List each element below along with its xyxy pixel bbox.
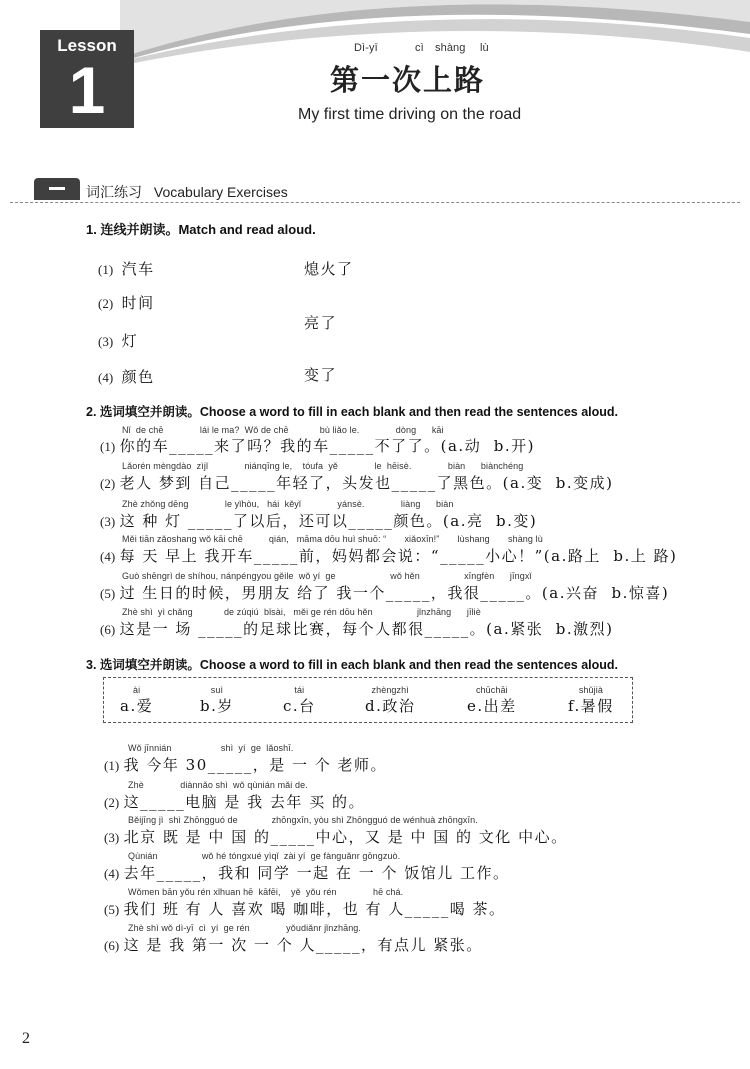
item-number: (5) — [104, 902, 120, 917]
sentence-pinyin: Wǒmen bān yǒu rén xǐhuan hē kāfēi, yě yǒu rén hē chá. — [128, 887, 404, 897]
title-pinyin-2: cì — [415, 42, 424, 54]
sentence-pinyin: Běijīng jì shì Zhōngguó de zhōngxīn, yòu shì Zhōngguó de wénhuà zhōngxīn. — [128, 815, 478, 825]
sentence — [104, 826, 568, 847]
lesson-badge — [40, 30, 134, 128]
item-text: 颜色 — [121, 368, 155, 386]
lesson-label: Lesson — [57, 36, 117, 55]
item-text: 灯 — [121, 332, 139, 350]
sentence-pinyin: Guò shēngrì de shíhou, nánpéngyou gěile wǒ yí ge wǒ hěn xīngfèn jīngxǐ — [122, 571, 532, 581]
sentence — [104, 754, 387, 775]
sentence — [100, 618, 614, 639]
word-choice — [365, 685, 415, 716]
choice-label: a.爱 — [120, 697, 154, 715]
item-number: (5) — [100, 586, 116, 601]
sentence-text: 这 是 我 第一 次 一 个 人_____，有点儿 紧张。 — [123, 936, 483, 954]
title-pinyin-4: lù — [480, 42, 489, 54]
section-badge — [34, 178, 80, 200]
sentence-pinyin: Měi tiān zǎoshang wǒ kāi chē qián, māma dōu huì shuō: “ xiǎoxīn!” lùshang shàng lù — [122, 534, 543, 544]
match-right-item: 亮了 — [304, 314, 338, 332]
sentence-text: 老人 梦到 自己_____年轻了，头发也_____了黑色。(a.变 b.变成) — [119, 474, 614, 492]
section-title — [86, 182, 288, 202]
section-title-chinese: 词汇练习 — [86, 185, 142, 201]
item-text: 时间 — [121, 294, 155, 312]
item-number: (1) — [104, 758, 120, 773]
sentence-text: 这 种 灯 _____了以后，还可以_____颜色。(a.亮 b.变) — [119, 512, 538, 530]
word-choice — [283, 685, 316, 716]
match-left-item — [98, 258, 155, 279]
sentence-pinyin: Lǎorén mèngdào zìjǐ niánqīng le, tóufa yě le hēisè. biàn biànchéng — [122, 461, 524, 471]
sentence-pinyin: Zhè zhǒng dēng le yǐhòu, hái kěyǐ yánsè. liàng biàn — [122, 499, 454, 509]
word-choice — [120, 685, 153, 716]
exercise-3-heading: 3. 选词填空并朗读。Choose a word to fill in each blank and then read the sentences aloud. — [86, 658, 619, 672]
page-number: 2 — [22, 1030, 30, 1047]
word-choice — [568, 685, 614, 716]
sentence-text: 我 今年 30_____，是 一 个 老师。 — [123, 756, 388, 774]
sentence-pinyin: Qùnián wǒ hé tóngxué yìqǐ zài yí ge fànguǎnr gōngzuò. — [128, 851, 401, 861]
item-number: (3) — [104, 830, 120, 845]
item-text: 汽车 — [121, 260, 155, 278]
title-pinyin-3: shàng — [435, 42, 466, 54]
section-divider — [10, 202, 740, 203]
item-number: (4) — [100, 549, 116, 564]
item-number: (6) — [100, 622, 116, 637]
choice-label: e.出差 — [467, 697, 517, 715]
exercise-1-heading: 1. 连线并朗读。Match and read aloud. — [86, 222, 316, 237]
match-left-item — [98, 292, 155, 313]
item-number: (2) — [98, 296, 114, 311]
sentence-pinyin: Wǒ jīnnián shì yí ge lǎoshī. — [128, 743, 294, 753]
choice-pinyin: zhèngzhì — [371, 685, 409, 695]
sentence-text: 我们 班 有 人 喜欢 喝 咖啡，也 有 人_____喝 茶。 — [123, 900, 506, 918]
sentence — [100, 510, 537, 531]
section-title-english: Vocabulary Exercises — [153, 184, 288, 200]
exercise-2-heading: 2. 选词填空并朗读。Choose a word to fill in each blank and then read the sentences aloud. — [86, 405, 619, 419]
item-number: (1) — [98, 262, 114, 277]
choice-label: d.政治 — [365, 697, 416, 715]
sentence-text: 这是一 场 _____的足球比赛，每个人都很_____。(a.紧张 b.激烈) — [119, 620, 614, 638]
choice-label: c.台 — [283, 697, 316, 715]
sentence-text: 过 生日的时候，男朋友 给了 我一个_____，我很_____。(a.兴奋 b.惊喜) — [119, 584, 670, 602]
sentence — [104, 934, 483, 955]
choice-pinyin: tái — [294, 685, 305, 695]
choice-pinyin: shǔjià — [578, 685, 603, 695]
sentence-pinyin: Nǐ de chē lái le ma? Wǒ de chē bù liǎo le. dòng kāi — [122, 425, 444, 435]
sentence-text: 北京 既 是 中 国 的_____中心，又 是 中 国 的 文化 中心。 — [123, 828, 568, 846]
choice-label: f.暑假 — [568, 697, 614, 715]
item-number: (6) — [104, 938, 120, 953]
lesson-title-english: My first time driving on the road — [298, 106, 522, 123]
sentence-pinyin: Zhè diànnǎo shì wǒ qùnián mǎi de. — [128, 780, 308, 790]
choice-pinyin: ài — [133, 685, 141, 695]
match-right-item: 变了 — [304, 366, 338, 384]
match-left-item — [98, 366, 155, 387]
item-number: (4) — [104, 866, 120, 881]
item-number: (4) — [98, 370, 114, 385]
sentence-text: 去年_____，我和 同学 一起 在 一 个 饭馆儿 工作。 — [123, 864, 510, 882]
word-choice — [200, 685, 234, 716]
match-right-item: 熄火了 — [304, 260, 354, 278]
item-number: (3) — [100, 514, 116, 529]
sentence — [104, 791, 365, 812]
item-number: (2) — [100, 476, 116, 491]
sentence-text: 每 天 早上 我开车_____前，妈妈都会说：“_____小心！”(a.路上 b.上 路) — [119, 547, 678, 565]
lesson-number: 1 — [68, 53, 106, 127]
choice-pinyin: suì — [210, 685, 224, 695]
sentence-pinyin: Zhè shì yì chǎng de zúqiú bǐsài, měi ge rén dōu hěn jǐnzhāng jīliè — [122, 607, 481, 617]
item-number: (1) — [100, 439, 116, 454]
lesson-title-chinese: 第一次上路 — [330, 63, 486, 97]
match-left-item — [98, 330, 138, 351]
sentence — [100, 582, 669, 603]
word-choice — [467, 685, 517, 716]
choice-pinyin: chūchāi — [475, 685, 508, 695]
sentence-text: 这_____电脑 是 我 去年 买 的。 — [123, 793, 365, 811]
item-number: (2) — [104, 795, 120, 810]
sentence-pinyin: Zhè shì wǒ dì-yī cì yí ge rén yǒudiǎnr jǐnzhāng. — [128, 923, 362, 933]
sentence — [100, 435, 535, 456]
title-pinyin-1: Dì-yī — [354, 42, 378, 54]
item-number: (3) — [98, 334, 114, 349]
sentence-text: 你的车_____来了吗？我的车_____不了了。(a.动 b.开) — [119, 437, 535, 455]
section-number-mark — [49, 187, 65, 190]
choice-label: b.岁 — [200, 697, 234, 715]
sentence — [100, 545, 677, 566]
sentence — [104, 862, 510, 883]
sentence — [100, 472, 614, 493]
sentence — [104, 898, 506, 919]
